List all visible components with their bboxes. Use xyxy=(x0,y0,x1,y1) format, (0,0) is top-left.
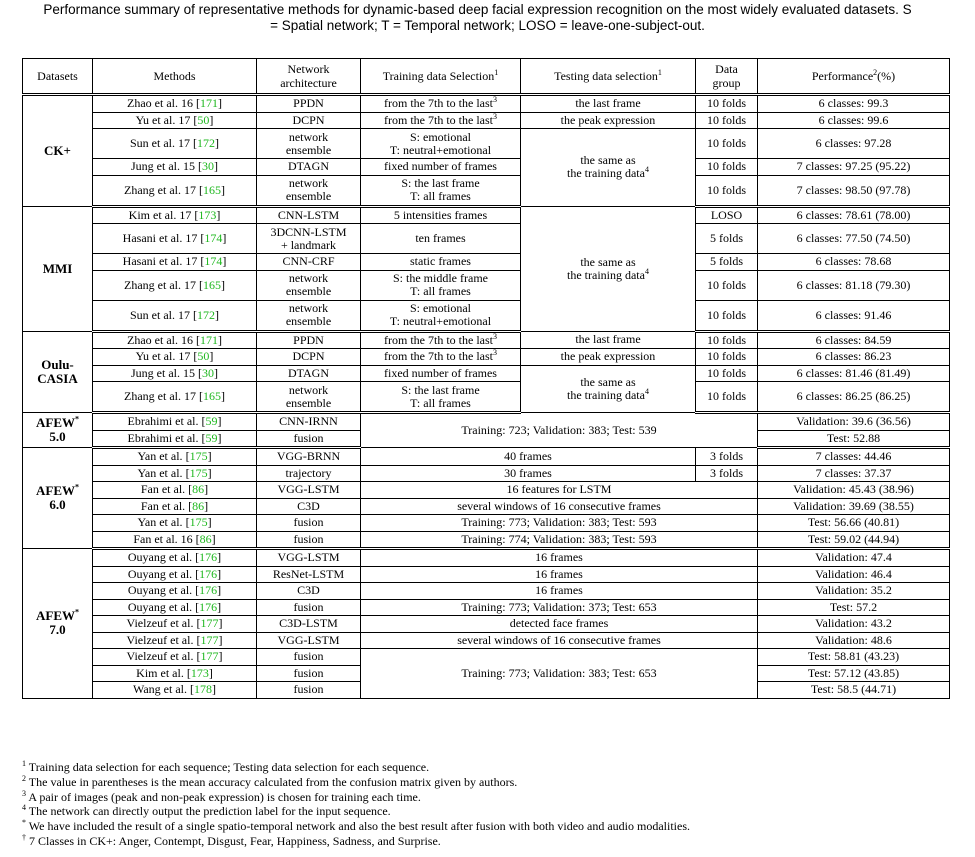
span-cell: 16 frames xyxy=(361,549,758,567)
group-cell: 3 folds xyxy=(696,465,758,482)
table-row xyxy=(23,224,950,254)
group-cell: 5 folds xyxy=(696,224,758,254)
table-row xyxy=(23,515,950,532)
citation-link[interactable]: 175 xyxy=(189,465,208,480)
table-row xyxy=(23,95,950,113)
table-row xyxy=(23,549,950,567)
citation-link[interactable]: 30 xyxy=(202,159,214,174)
arch-cell: fusion xyxy=(257,430,361,448)
citation-link[interactable]: 175 xyxy=(189,449,208,464)
perf-cell: 7 classes: 98.50 (97.78) xyxy=(758,175,950,206)
perf-cell: Test: 56.66 (40.81) xyxy=(758,515,950,532)
citation-link[interactable]: 50 xyxy=(197,349,210,364)
table-row xyxy=(23,566,950,583)
method-cell: Zhang et al. 17 [165] xyxy=(93,175,257,206)
arch-cell: DCPN xyxy=(257,112,361,129)
table-row xyxy=(23,413,950,431)
citation-link[interactable]: 174 xyxy=(204,254,223,269)
group-cell: 10 folds xyxy=(696,95,758,113)
table-row xyxy=(23,270,950,300)
method-cell: Hasani et al. 17 [174] xyxy=(93,254,257,271)
footnote: † 7 Classes in CK+: Anger, Contempt, Disgust, Fear, Happiness, Sadness, and Surprise. xyxy=(22,832,441,848)
table-row xyxy=(23,129,950,159)
table-row xyxy=(23,175,950,206)
arch-cell: DTAGN xyxy=(257,365,361,382)
arch-cell: fusion xyxy=(257,599,361,616)
dataset-label-afew7: AFEW* 7.0 xyxy=(23,549,93,699)
method-cell: Fan et al. [86] xyxy=(93,482,257,499)
arch-cell: fusion xyxy=(257,665,361,682)
arch-cell: CNN-IRNN xyxy=(257,413,361,431)
arch-cell: network ensemble xyxy=(257,270,361,300)
train-cell: from the 7th to the last$^3$ xyxy=(361,349,521,366)
train-cell: S: the last frame T: all frames xyxy=(361,175,521,206)
table-row xyxy=(23,465,950,482)
method-cell: Ouyang et al. [176] xyxy=(93,583,257,600)
group-cell: 10 folds xyxy=(696,175,758,206)
col-header-architecture: Network architecture xyxy=(257,59,361,95)
span-cell: several windows of 16 consecutive frames xyxy=(361,632,758,649)
citation-link[interactable]: 175 xyxy=(189,515,208,530)
citation-link[interactable]: 171 xyxy=(199,96,218,111)
method-cell: Fan et al. 16 [86] xyxy=(93,531,257,549)
test-cell: the same as the training data$^4$ xyxy=(521,365,696,413)
method-cell: Kim et al. 17 [173] xyxy=(93,206,257,224)
span-cell: 16 features for LSTM xyxy=(361,482,758,499)
perf-cell: 7 classes: 44.46 xyxy=(758,448,950,466)
table-caption xyxy=(0,2,975,33)
method-cell: Zhang et al. 17 [165] xyxy=(93,270,257,300)
method-cell: Sun et al. 17 [172] xyxy=(93,129,257,159)
test-cell: the last frame xyxy=(521,95,696,113)
table-row xyxy=(23,531,950,549)
group-cell: 5 folds xyxy=(696,254,758,271)
method-cell: Yan et al. [175] xyxy=(93,448,257,466)
dataset-label-mmi: MMI xyxy=(23,206,93,331)
span-cell: Training: 773; Validation: 373; Test: 653 xyxy=(361,599,758,616)
arch-cell: VGG-LSTM xyxy=(257,632,361,649)
method-cell: Jung et al. 15 [30] xyxy=(93,159,257,176)
method-cell: Hasani et al. 17 [174] xyxy=(93,224,257,254)
method-cell: Yu et al. 17 [50] xyxy=(93,349,257,366)
span-cell: 30 frames xyxy=(361,465,696,482)
group-cell: 10 folds xyxy=(696,159,758,176)
method-cell: Zhao et al. 16 [171] xyxy=(93,331,257,349)
perf-cell: 6 classes: 99.3 xyxy=(758,95,950,113)
arch-cell: fusion xyxy=(257,682,361,699)
test-cell: the last frame xyxy=(521,331,696,349)
citation-link[interactable]: 177 xyxy=(200,649,219,664)
span-cell: 40 frames xyxy=(361,448,696,466)
table-row xyxy=(23,632,950,649)
arch-cell: fusion xyxy=(257,649,361,666)
table-row xyxy=(23,300,950,331)
perf-cell: Validation: 39.6 (36.56) xyxy=(758,413,950,431)
table-row xyxy=(23,382,950,413)
table-row xyxy=(23,616,950,633)
arch-cell: fusion xyxy=(257,531,361,549)
perf-cell: Validation: 48.6 xyxy=(758,632,950,649)
arch-cell: PPDN xyxy=(257,331,361,349)
table-row xyxy=(23,159,950,176)
span-cell: Training: 774; Validation: 383; Test: 593 xyxy=(361,531,758,549)
footnote: $^4$ The network can directly output the prediction label for the input sequence. xyxy=(22,803,391,819)
perf-cell: 6 classes: 84.59 xyxy=(758,331,950,349)
method-cell: Sun et al. 17 [172] xyxy=(93,300,257,331)
citation-link[interactable]: 172 xyxy=(197,136,215,150)
method-cell: Jung et al. 15 [30] xyxy=(93,365,257,382)
span-cell: Training: 773; Validation: 383; Test: 653 xyxy=(361,649,758,699)
perf-cell: Validation: 47.4 xyxy=(758,549,950,567)
citation-link[interactable]: 174 xyxy=(204,231,223,245)
arch-cell: PPDN xyxy=(257,95,361,113)
method-cell: Zhang et al. 17 [165] xyxy=(93,382,257,413)
method-cell: Yu et al. 17 [50] xyxy=(93,112,257,129)
group-cell: 10 folds xyxy=(696,331,758,349)
method-cell: Fan et al. [86] xyxy=(93,498,257,515)
citation-link[interactable]: 165 xyxy=(202,389,221,403)
citation-link[interactable]: 59 xyxy=(205,414,218,429)
group-cell: 10 folds xyxy=(696,365,758,382)
citation-link[interactable]: 171 xyxy=(199,332,218,347)
citation-link[interactable]: 177 xyxy=(200,632,219,647)
train-cell: fixed number of frames xyxy=(361,159,521,176)
footnote: $^2$ The value in parentheses is the mean accuracy calculated from the confusion matrix given by authors. xyxy=(22,773,518,789)
group-cell: LOSO xyxy=(696,206,758,224)
method-cell: Ebrahimi et al. [59] xyxy=(93,430,257,448)
perf-cell: Validation: 35.2 xyxy=(758,583,950,600)
arch-cell: DCPN xyxy=(257,349,361,366)
arch-cell: network ensemble xyxy=(257,300,361,331)
span-cell: Training: 773; Validation: 383; Test: 593 xyxy=(361,515,758,532)
arch-cell: 3DCNN-LSTM + landmark xyxy=(257,224,361,254)
citation-link[interactable]: 173 xyxy=(190,665,209,680)
perf-cell: 6 classes: 86.23 xyxy=(758,349,950,366)
arch-cell: CNN-LSTM xyxy=(257,206,361,224)
perf-cell: Validation: 45.43 (38.96) xyxy=(758,482,950,499)
train-cell: static frames xyxy=(361,254,521,271)
table-row xyxy=(23,112,950,129)
method-cell: Zhao et al. 16 [171] xyxy=(93,95,257,113)
perf-cell: 6 classes: 97.28 xyxy=(758,129,950,159)
group-cell: 10 folds xyxy=(696,129,758,159)
group-cell: 3 folds xyxy=(696,448,758,466)
method-cell: Yan et al. [175] xyxy=(93,515,257,532)
citation-link[interactable]: 165 xyxy=(202,182,221,197)
perf-cell: 6 classes: 77.50 (74.50) xyxy=(758,224,950,254)
col-header-testing: Testing data selection$^1$ xyxy=(521,59,696,95)
perf-cell: Validation: 39.69 (38.55) xyxy=(758,498,950,515)
citation-link[interactable]: 177 xyxy=(200,616,219,631)
citation-link[interactable]: 86 xyxy=(199,531,212,546)
arch-cell: C3D-LSTM xyxy=(257,616,361,633)
perf-cell: Test: 58.81 (43.23) xyxy=(758,649,950,666)
span-cell: 16 frames xyxy=(361,583,758,600)
arch-cell: network ensemble xyxy=(257,382,361,413)
results-table-wrapper xyxy=(22,58,949,699)
arch-cell: CNN-CRF xyxy=(257,254,361,271)
table-row xyxy=(23,583,950,600)
footnote: $^3$ A pair of images (peak and non-peak expression) is chosen for training each time. xyxy=(22,788,421,804)
perf-cell: 6 classes: 78.61 (78.00) xyxy=(758,206,950,224)
train-cell: from the 7th to the last$^3$ xyxy=(361,331,521,349)
arch-cell: fusion xyxy=(257,515,361,532)
train-cell: from the 7th to the last$^3$ xyxy=(361,112,521,129)
perf-cell: 7 classes: 37.37 xyxy=(758,465,950,482)
method-cell: Vielzeuf et al. [177] xyxy=(93,616,257,633)
table-row xyxy=(23,331,950,349)
table-row xyxy=(23,349,950,366)
footnote: * We have included the result of a single spatio-temporal network and also the best result after fusion with both video and audio modalities. xyxy=(22,818,690,834)
citation-link[interactable]: 176 xyxy=(199,550,218,565)
perf-cell: 6 classes: 81.18 (79.30) xyxy=(758,270,950,300)
perf-cell: 7 classes: 97.25 (95.22) xyxy=(758,159,950,176)
train-cell: S: emotional T: neutral+emotional xyxy=(361,129,521,159)
arch-cell: C3D xyxy=(257,498,361,515)
test-cell: the same as the training data$^4$ xyxy=(521,129,696,207)
arch-cell: network ensemble xyxy=(257,129,361,159)
span-cell: several windows of 16 consecutive frames xyxy=(361,498,758,515)
col-header-training: Training data Selection$^1$ xyxy=(361,59,521,95)
group-cell: 10 folds xyxy=(696,382,758,413)
results-table xyxy=(22,58,950,699)
group-cell: 10 folds xyxy=(696,270,758,300)
arch-cell: C3D xyxy=(257,583,361,600)
caption-line-1: Performance summary of representative methods for dynamic-based deep facial expression recognition on the most widely evaluated datasets. S xyxy=(43,2,912,17)
footnotes xyxy=(22,760,690,849)
footnote: $^1$ Training data selection for each sequence; Testing data selection for each sequence. xyxy=(22,759,430,774)
perf-cell: 6 classes: 81.46 (81.49) xyxy=(758,365,950,382)
perf-cell: Test: 57.12 (43.85) xyxy=(758,665,950,682)
citation-link[interactable]: 30 xyxy=(202,365,214,380)
col-header-data-group: Data group xyxy=(696,59,758,95)
col-header-datasets: Datasets xyxy=(23,59,93,95)
arch-cell: ResNet-LSTM xyxy=(257,566,361,583)
citation-link[interactable]: 176 xyxy=(199,599,218,614)
method-cell: Kim et al. [173] xyxy=(93,665,257,682)
table-row xyxy=(23,254,950,271)
method-cell: Yan et al. [175] xyxy=(93,465,257,482)
span-cell: Training: 723; Validation: 383; Test: 539 xyxy=(361,413,758,448)
span-cell: 16 frames xyxy=(361,566,758,583)
citation-link[interactable]: 178 xyxy=(194,682,212,697)
train-cell: 5 intensities frames xyxy=(361,206,521,224)
group-cell: 10 folds xyxy=(696,349,758,366)
train-cell: fixed number of frames xyxy=(361,365,521,382)
group-cell: 10 folds xyxy=(696,112,758,129)
perf-cell: 6 classes: 86.25 (86.25) xyxy=(758,382,950,413)
train-cell: ten frames xyxy=(361,224,521,254)
citation-link[interactable]: 50 xyxy=(197,112,210,127)
table-row xyxy=(23,498,950,515)
perf-cell: 6 classes: 78.68 xyxy=(758,254,950,271)
dataset-label-ck: CK+ xyxy=(23,95,93,207)
citation-link[interactable]: 176 xyxy=(199,566,218,581)
train-cell: S: the middle frame T: all frames xyxy=(361,270,521,300)
col-header-performance: Performance$^2$(%) xyxy=(758,59,950,95)
perf-cell: Test: 59.02 (44.94) xyxy=(758,531,950,549)
table-row xyxy=(23,448,950,466)
table-row xyxy=(23,206,950,224)
test-cell: the same as the training data$^4$ xyxy=(521,206,696,331)
method-cell: Wang et al. [178] xyxy=(93,682,257,699)
perf-cell: Test: 58.5 (44.71) xyxy=(758,682,950,699)
arch-cell: trajectory xyxy=(257,465,361,482)
method-cell: Vielzeuf et al. [177] xyxy=(93,632,257,649)
citation-link[interactable]: 86 xyxy=(192,498,205,513)
citation-link[interactable]: 173 xyxy=(198,207,217,222)
arch-cell: VGG-LSTM xyxy=(257,549,361,567)
perf-cell: 6 classes: 99.6 xyxy=(758,112,950,129)
train-cell: from the 7th to the last$^3$ xyxy=(361,95,521,113)
citation-link[interactable]: 165 xyxy=(202,277,221,292)
table-row xyxy=(23,482,950,499)
span-cell: detected face frames xyxy=(361,616,758,633)
header-row xyxy=(23,59,950,95)
arch-cell: VGG-BRNN xyxy=(257,448,361,466)
citation-link[interactable]: 176 xyxy=(199,583,218,598)
perf-cell: Validation: 43.2 xyxy=(758,616,950,633)
citation-link[interactable]: 172 xyxy=(197,307,215,322)
table-row xyxy=(23,649,950,666)
dataset-label-oulu: Oulu- CASIA xyxy=(23,331,93,413)
group-cell: 10 folds xyxy=(696,300,758,331)
arch-cell: VGG-LSTM xyxy=(257,482,361,499)
dataset-label-afew6: AFEW* 6.0 xyxy=(23,448,93,549)
perf-cell: Test: 57.2 xyxy=(758,599,950,616)
table-row xyxy=(23,599,950,616)
method-cell: Vielzeuf et al. [177] xyxy=(93,649,257,666)
train-cell: S: the last frame T: all frames xyxy=(361,382,521,413)
test-cell: the peak expression xyxy=(521,112,696,129)
col-header-methods: Methods xyxy=(93,59,257,95)
method-cell: Ouyang et al. [176] xyxy=(93,599,257,616)
arch-cell: network ensemble xyxy=(257,175,361,206)
method-cell: Ouyang et al. [176] xyxy=(93,566,257,583)
perf-cell: 6 classes: 91.46 xyxy=(758,300,950,331)
arch-cell: DTAGN xyxy=(257,159,361,176)
method-cell: Ouyang et al. [176] xyxy=(93,549,257,567)
citation-link[interactable]: 86 xyxy=(192,482,205,497)
dataset-label-afew5: AFEW* 5.0 xyxy=(23,413,93,448)
method-cell: Ebrahimi et al. [59] xyxy=(93,413,257,431)
table-row xyxy=(23,365,950,382)
test-cell: the peak expression xyxy=(521,349,696,366)
train-cell: S: emotional T: neutral+emotional xyxy=(361,300,521,331)
perf-cell: Validation: 46.4 xyxy=(758,566,950,583)
citation-link[interactable]: 59 xyxy=(205,430,218,445)
caption-line-2: = Spatial network; T = Temporal network; LOSO = leave-one-subject-out. xyxy=(270,17,705,33)
perf-cell: Test: 52.88 xyxy=(758,430,950,448)
